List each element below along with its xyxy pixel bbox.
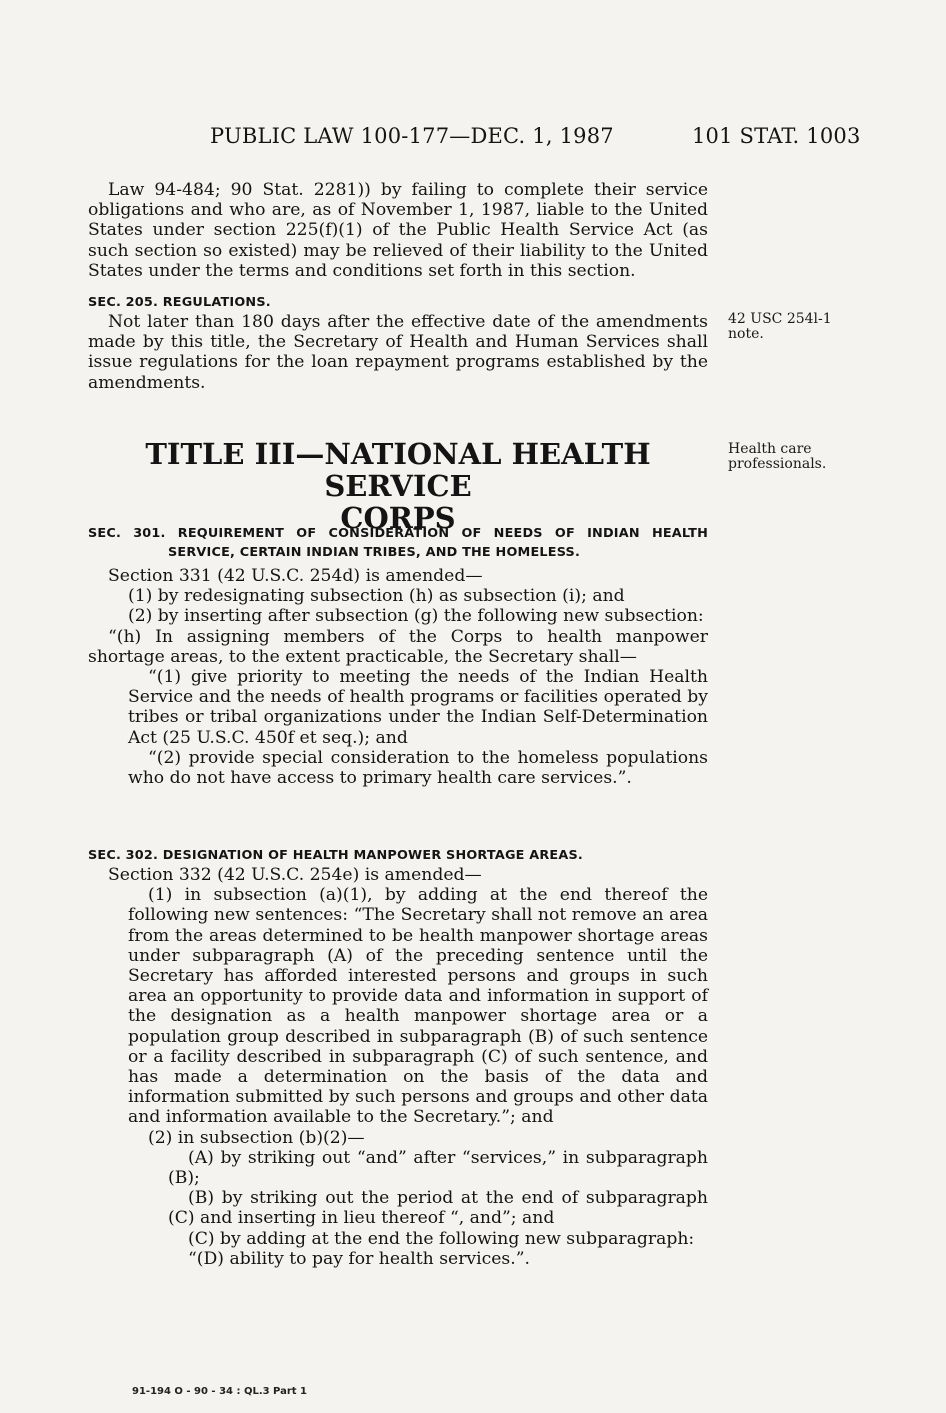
- running-header-title: PUBLIC LAW 100-177—DEC. 1, 1987: [210, 124, 614, 148]
- section-302-item-1: (1) in subsection (a)(1), by adding at the end thereof the following new sentences: “The Secretary shall not remove an area from the areas determined to be health manpower shortage areas under subparagraph (A) of the preceding sentence until the Secretary has afforded interested persons and groups in such area an opportunity to provide data and information in support of the designation as a health manpower shortage area or a population group described in subparagraph (B) of such sentence or a facility described in subparagraph (C) of such sentence, and has made a determination on the basis of the data and information submitted by such persons and groups and other data and information available to the Secretary.”; and: [128, 885, 708, 1128]
- section-205-heading: SEC. 205. REGULATIONS.: [88, 295, 271, 311]
- title-line-2: CORPS: [340, 501, 456, 535]
- upper-text-column: [88, 180, 708, 393]
- margin-note-health-care: Health care professionals.: [728, 441, 827, 472]
- running-header-stat: 101 STAT. 1003: [692, 124, 861, 148]
- section-301-heading: SEC. 301. REQUIREMENT OF CONSIDERATION OF NEEDS OF INDIAN HEALTH SERVICE, CERTAIN INDIAN TRIBES, AND THE HOMELESS.: [88, 526, 708, 560]
- section-302: [88, 846, 708, 1269]
- section-301-item-1: (1) by redesignating subsection (h) as subsection (i); and: [128, 586, 625, 607]
- section-301-item-2: (2) by inserting after subsection (g) the following new subsection:: [128, 606, 704, 627]
- section-302-item-a: (A) by striking out “and” after “services,” in subparagraph (B);: [168, 1147, 708, 1189]
- section-205-text: Not later than 180 days after the effective date of the amendments made by this title, the Secretary of Health and Human Services shall issue regulations for the loan repayment programs established by the amendments.: [88, 312, 708, 393]
- section-302-item-2: (2) in subsection (b)(2)—: [148, 1127, 365, 1148]
- section-301: [88, 524, 708, 788]
- section-301-quote-h: “(h) In assigning members of the Corps to health manpower shortage areas, to the extent practicable, the Secretary shall—: [88, 626, 708, 667]
- section-302-heading: SEC. 302. DESIGNATION OF HEALTH MANPOWER SHORTAGE AREAS.: [88, 848, 583, 863]
- footer-print-code: 91-194 O - 90 - 34 : QL.3 Part 1: [132, 1386, 308, 1397]
- title-line-1: TITLE III—NATIONAL HEALTH SERVICE: [145, 437, 651, 503]
- section-302-intro: Section 332 (42 U.S.C. 254e) is amended—: [108, 865, 482, 885]
- section-301-quote-2: “(2) provide special consideration to the homeless populations who do not have access to primary health care services.”.: [128, 747, 708, 789]
- section-301-intro: Section 331 (42 U.S.C. 254d) is amended—: [108, 566, 483, 586]
- section-302-quote-d: “(D) ability to pay for health services.”.: [188, 1248, 530, 1269]
- section-302-item-b: (B) by striking out the period at the end of subparagraph (C) and inserting in lieu thereof “, and”; and: [168, 1188, 708, 1229]
- intro-paragraph: Law 94-484; 90 Stat. 2281)) by failing to complete their service obligations and who are, as of November 1, 1987, liable to the United States under section 225(f)(1) of the Public Health Service Act (as such section so existed) may be relieved of their liability to the United States under the terms and conditions set forth in this section.: [88, 180, 708, 281]
- section-302-item-c: (C) by adding at the end the following new subparagraph:: [188, 1228, 695, 1249]
- section-301-quote-1: “(1) give priority to meeting the needs of the Indian Health Service and the needs of health programs or facilities operated by tribes or tribal organizations under the Indian Self-Determination Act (25 U.S.C. 450f et seq.); and: [128, 667, 708, 748]
- title-heading: [88, 438, 708, 534]
- margin-note-usc: 42 USC 254l-1 note.: [728, 311, 832, 342]
